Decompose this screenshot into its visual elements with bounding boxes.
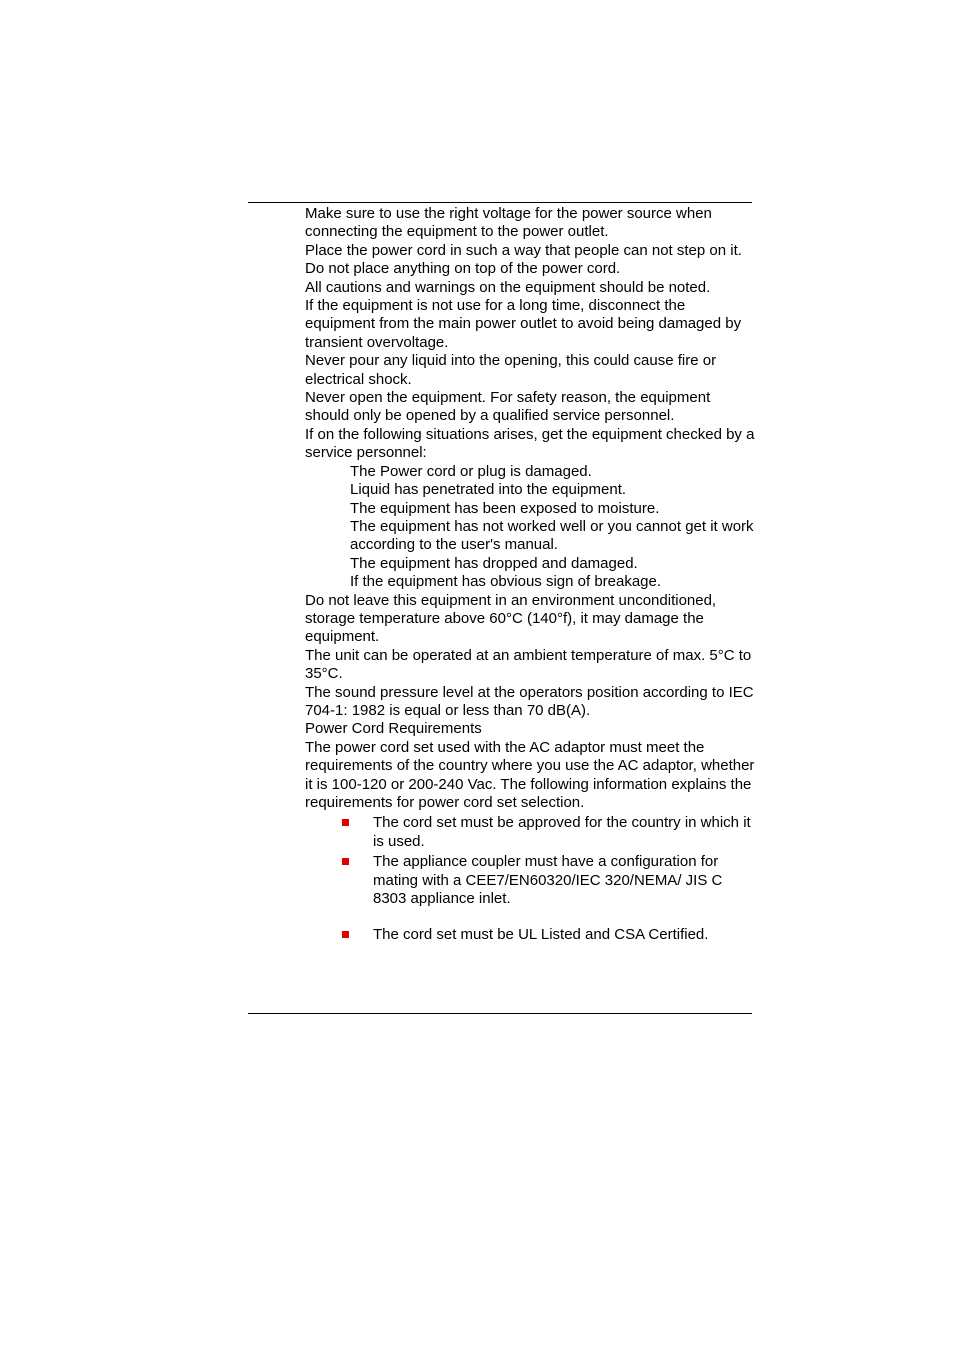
document-body [305, 205, 755, 947]
list-item [305, 926, 755, 944]
situations-list [305, 463, 755, 592]
list-item [305, 853, 755, 908]
situation-item: The Power cord or plug is damaged. [350, 462, 592, 480]
square-bullet-icon [342, 931, 349, 938]
paragraph: If on the following situations arises, get the equipment checked by a service personnel: [305, 425, 755, 462]
paragraph: Never pour any liquid into the opening, this could cause fire or electrical shock. [305, 352, 717, 388]
list-item [305, 814, 755, 851]
paragraph: The unit can be operated at an ambient temperature of max. 5°C to 35°C. [305, 646, 752, 683]
paragraph: The sound pressure level at the operators position according to IEC 704-1: 1982 is equal or less than 70 dB(A). [305, 683, 754, 719]
paragraph: Never open the equipment. For safety reason, the equipment should only be opened by a qualified service personnel. [305, 389, 711, 425]
bottom-rule [248, 1013, 752, 1014]
square-bullet-icon [342, 819, 349, 826]
list-item-text: The appliance coupler must have a configuration for mating with a CEE7/EN60320/IEC 320/NEMA/ JIS C 8303 appliance inlet. [373, 853, 723, 908]
situation-item: The equipment has not worked well or you cannot get it work according to the user's manual. [350, 517, 754, 554]
situation-item: The equipment has dropped and damaged. [350, 554, 638, 572]
paragraph: Do not leave this equipment in an environment unconditioned, storage temperature above 60°C (140°f), it may damage the equipment. [305, 591, 717, 646]
paragraph: Place the power cord in such a way that people can not step on it. Do not place anything on top of the power cord. [305, 241, 742, 278]
list-item-text: The cord set must be approved for the country in which it is used. [373, 814, 751, 850]
requirements-list [305, 814, 755, 944]
section-heading: Power Cord Requirements [305, 720, 482, 738]
paragraph: The power cord set used with the AC adaptor must meet the requirements of the country where you use the AC adaptor, whether it is 100-120 or 200-240 Vac. The following information explains the requirements for power cord set selection. [305, 738, 755, 811]
square-bullet-icon [342, 858, 349, 865]
top-rule [248, 202, 752, 203]
list-item-text: The cord set must be UL Listed and CSA Certified. [373, 926, 709, 944]
situation-item: If the equipment has obvious sign of breakage. [350, 573, 662, 591]
paragraph: If the equipment is not use for a long time, disconnect the equipment from the main power outlet to avoid being damaged by transient overvoltage. [305, 297, 742, 351]
situation-item: Liquid has penetrated into the equipment. [350, 481, 627, 499]
situation-item: The equipment has been exposed to moisture. [350, 499, 660, 517]
paragraph: All cautions and warnings on the equipment should be noted. [305, 278, 711, 296]
paragraph: Make sure to use the right voltage for the power source when connecting the equipment to the power outlet. [305, 205, 712, 241]
